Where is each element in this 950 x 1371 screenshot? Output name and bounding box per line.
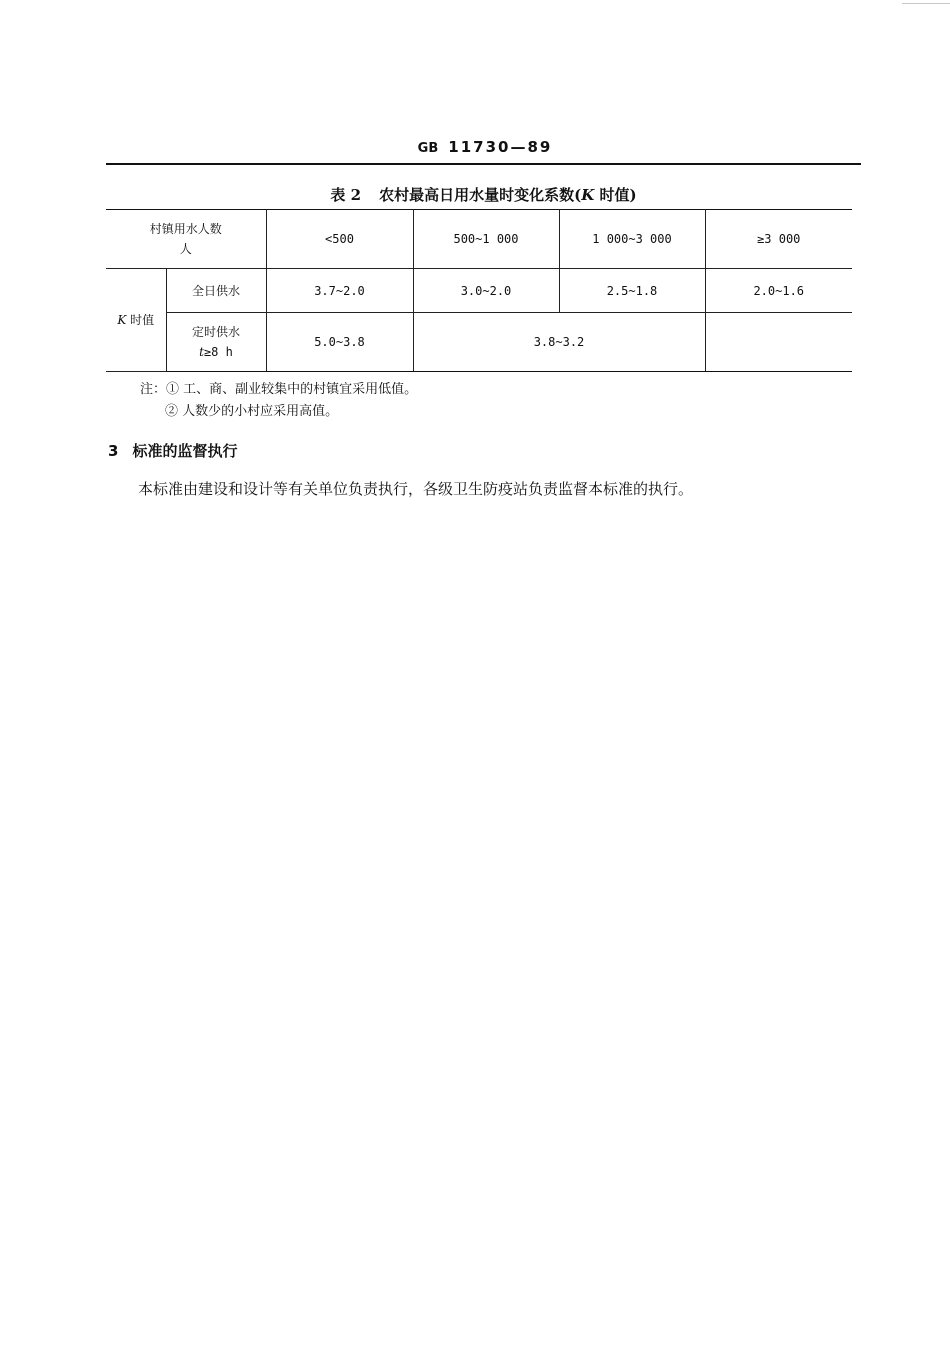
section-title: 标准的监督执行 — [132, 442, 238, 460]
row-label: 全日供水 — [166, 269, 266, 313]
corner-unit: 人 — [179, 242, 192, 256]
standard-number: 11730—89 — [448, 138, 553, 156]
table-cell: 2.5~1.8 — [559, 269, 705, 313]
table-cell: 3.7~2.0 — [266, 269, 413, 313]
note-1: 注：① 工、商、副业较集中的村镇宜采用低值。 — [140, 382, 418, 397]
section-heading — [108, 440, 237, 461]
note-2: ② 人数少的小村应采用高值。 — [165, 404, 339, 419]
column-header: 1 000~3 000 — [559, 210, 705, 269]
k-symbol: K — [117, 313, 127, 327]
table-row — [106, 269, 852, 313]
table-notes — [140, 379, 417, 423]
table-title-k: K — [581, 186, 595, 204]
header-rule — [106, 163, 861, 165]
page-edge-mark — [902, 3, 950, 4]
k-label-text: 时值 — [126, 313, 155, 327]
table-cell: 5.0~3.8 — [266, 313, 413, 372]
table-cell — [705, 313, 852, 372]
t-symbol: t — [199, 345, 204, 359]
row-label-condition: ≥8 h — [203, 345, 233, 359]
k-value-label — [106, 269, 166, 372]
coefficient-table — [106, 209, 852, 372]
table-header-row — [106, 210, 852, 269]
table-cell: 3.0~2.0 — [413, 269, 559, 313]
table-title — [106, 184, 861, 205]
table-row — [106, 313, 852, 372]
section-paragraph: 本标准由建设和设计等有关单位负责执行，各级卫生防疫站负责监督本标准的执行。 — [138, 480, 694, 498]
section-number: 3 — [108, 442, 119, 460]
table-title-suffix: 时值) — [594, 186, 637, 204]
table-corner-cell — [106, 210, 266, 269]
row-label — [166, 313, 266, 372]
table-cell: 2.0~1.6 — [705, 269, 852, 313]
column-header: ≥3 000 — [705, 210, 852, 269]
standard-code: GB — [417, 141, 439, 156]
column-header: <500 — [266, 210, 413, 269]
standard-header — [0, 138, 950, 156]
table-cell: 3.8~3.2 — [413, 313, 705, 372]
table-number: 表 2 — [330, 186, 362, 204]
corner-label: 村镇用水人数 — [149, 222, 222, 236]
row-label-line1: 定时供水 — [191, 325, 240, 339]
column-header: 500~1 000 — [413, 210, 559, 269]
row-label-line2 — [167, 342, 266, 362]
table-title-text: 农村最高日用水量时变化系数( — [379, 186, 582, 204]
